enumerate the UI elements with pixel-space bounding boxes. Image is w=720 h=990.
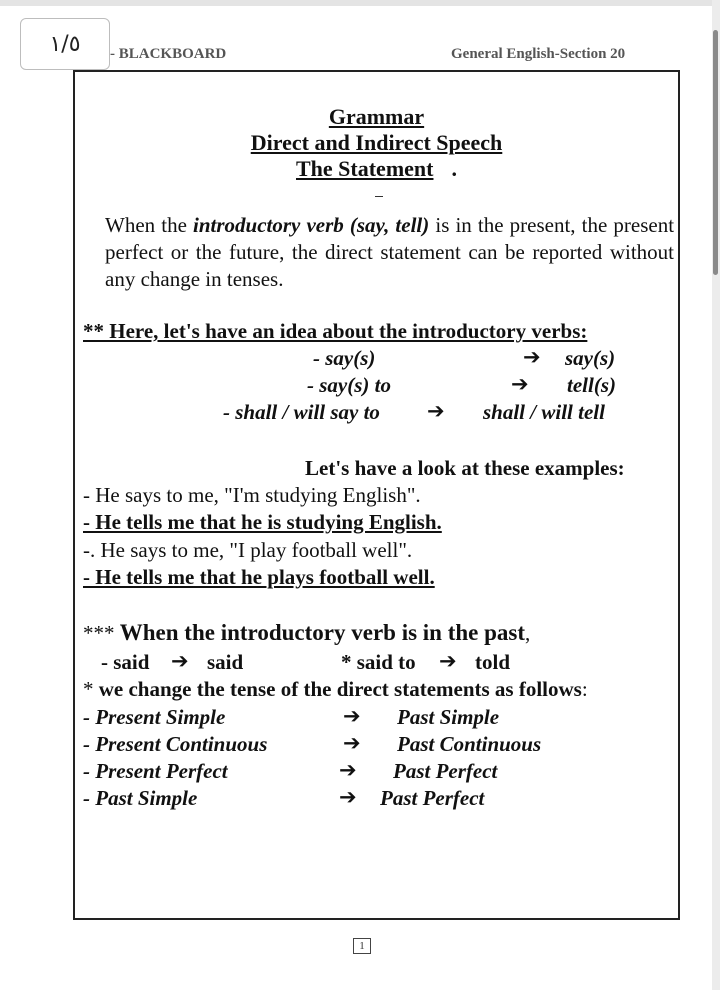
tense-from: - Present Continuous xyxy=(83,732,268,756)
arrow-icon: ➔ xyxy=(511,372,529,396)
tense-from: - Present Simple xyxy=(83,705,226,729)
page-indicator-badge: ١/٥ xyxy=(20,18,110,70)
example-line: - He says to me, "I'm studying English". xyxy=(83,483,421,507)
arrow-icon: ➔ xyxy=(439,649,457,673)
tense-to: Past Perfect xyxy=(393,759,498,783)
verb-pair-from: - say(s) xyxy=(313,346,376,370)
top-band xyxy=(0,0,720,6)
said-pair-from: - said xyxy=(101,650,150,674)
verb-pair-to: say(s) xyxy=(565,346,616,370)
example-line: -. He says to me, "I play football well". xyxy=(83,538,413,562)
introductory-verbs-heading: ** Here, let's have an idea about the introductory verbs: xyxy=(83,319,588,343)
tense-from: - Present Perfect xyxy=(83,759,228,783)
document-frame xyxy=(73,70,680,920)
said-to-pair-to: told xyxy=(475,650,511,674)
header-left: - BLACKBOARD xyxy=(110,46,227,62)
tense-to: Past Simple xyxy=(397,705,500,729)
scrollbar-thumb[interactable] xyxy=(713,30,718,275)
intro-emphasis: introductory verb (say, tell) xyxy=(193,213,430,237)
arrow-icon: ➔ xyxy=(343,704,361,728)
divider-tick xyxy=(375,196,383,197)
past-heading: *** When the introductory verb is in the past, xyxy=(83,620,531,645)
example-line: - He tells me that he is studying English. xyxy=(83,510,442,534)
arrow-icon: ➔ xyxy=(343,731,361,755)
title-statement: The Statement . xyxy=(296,156,457,181)
title-grammar: Grammar xyxy=(328,104,425,129)
verb-pair-from: - shall / will say to xyxy=(223,400,380,424)
said-to-pair-from: * said to xyxy=(341,650,416,674)
arrow-icon: ➔ xyxy=(339,758,357,782)
verb-pair-to: tell(s) xyxy=(567,373,616,397)
arrow-icon: ➔ xyxy=(339,785,357,809)
tense-to: Past Continuous xyxy=(397,732,542,756)
arrow-icon: ➔ xyxy=(427,399,445,423)
change-tense-line: * we change the tense of the direct statements as follows: xyxy=(83,677,588,701)
intro-paragraph: When the introductory verb (say, tell) is in the present, the present perfect or the future, the direct statement can be reported without any change in tenses. xyxy=(105,213,675,291)
tense-to: Past Perfect xyxy=(380,786,485,810)
examples-heading: Let's have a look at these examples: xyxy=(305,456,625,480)
verb-pair-to: shall / will tell xyxy=(483,400,605,424)
title-direct-indirect: Direct and Indirect Speech xyxy=(250,130,503,155)
verb-pair-from: - say(s) to xyxy=(307,373,391,397)
example-line: - He tells me that he plays football well. xyxy=(83,565,435,589)
arrow-icon: ➔ xyxy=(523,345,541,369)
header-right: General English-Section 20 xyxy=(451,46,626,62)
page-number: 1 xyxy=(353,938,371,954)
tense-from: - Past Simple xyxy=(83,786,198,810)
said-pair-to: said xyxy=(207,650,244,674)
arrow-icon: ➔ xyxy=(171,649,189,673)
